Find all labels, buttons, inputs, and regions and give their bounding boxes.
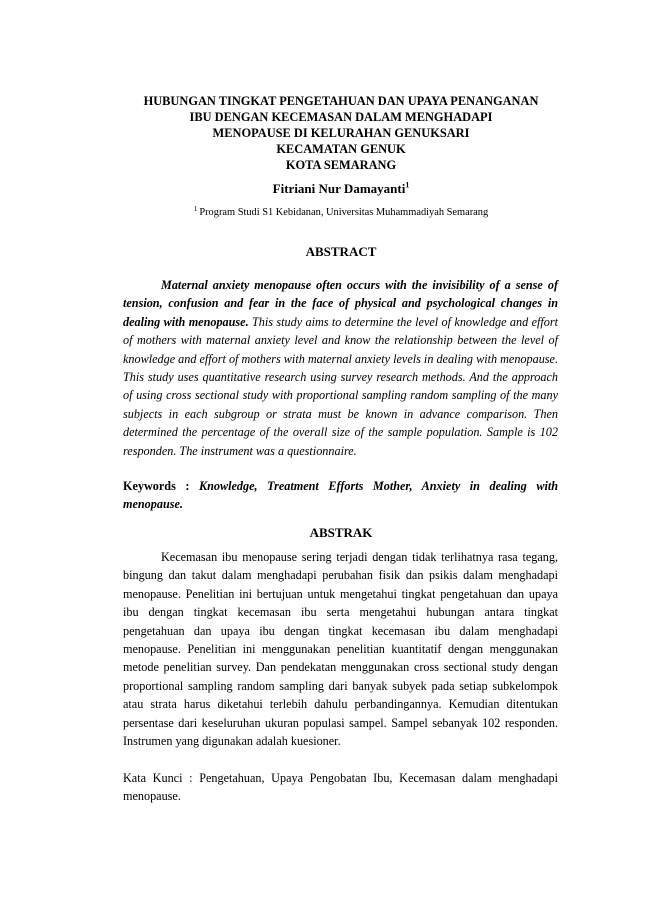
abstract-lead-sentence: Maternal anxiety menopause often occurs with the invisibility of a sense of tension, confusion and fear in the face of physical and psychological changes in dealing with menopause. xyxy=(123,278,558,329)
affiliation-line xyxy=(100,204,582,218)
affiliation-text: Program Studi S1 Kebidanan, Universitas Muhammadiyah Semarang xyxy=(199,207,489,218)
paper-title xyxy=(100,93,582,173)
title-line-1: HUBUNGAN TINGKAT PENGETAHUAN DAN UPAYA PENANGANAN xyxy=(143,94,539,108)
abstrak-heading: ABSTRAK xyxy=(309,525,373,540)
author-name: Fitriani Nur Damayanti xyxy=(272,181,406,196)
kata-kunci-label: Kata Kunci : xyxy=(123,771,193,785)
abstract-paragraph xyxy=(123,276,558,460)
abstrak-paragraph: Kecemasan ibu menopause sering terjadi dengan tidak terlihatnya rasa tegang, bingung dan takut dalam menghadapi perubahan fisik dan psikis dalam menghadapi menopause. Penelitian ini bertujuan untuk mengetahui tingkat pengetahuan dan upaya ibu dengan tingkat kecemasan ibu serta mengetahui hubungan antara tingkat pengetahuan dan upaya ibu dengan tingkat kecemasan ibu dalam menghadapi menopause. Penelitian ini menggunakan penelitian kuantitatif dengan menggunakan metode penelitian survey. Dan pendekatan menggunakan cross sectional study dengan proportional sampling random sampling dari banyak subyek pada setiap subkelompok atau strata harus diketahui terlebih dahulu perbandingannya. Kemudian ditentukan persentase dari keseluruhan ukuran populasi sampel. Sampel sebanyak 102 responden. Instrumen yang digunakan adalah kuesioner. xyxy=(123,550,558,749)
author-line xyxy=(100,181,582,197)
keywords-label: Keywords : xyxy=(123,479,190,493)
keywords-line xyxy=(123,477,558,514)
title-line-3: MENOPAUSE DI KELURAHAN GENUKSARI xyxy=(212,126,470,140)
abstract-heading: ABSTRACT xyxy=(305,244,377,259)
keywords-text: Knowledge, Treatment Efforts Mother, Anxiety in dealing with menopause. xyxy=(123,479,558,512)
author-superscript: 1 xyxy=(405,180,410,190)
abstract-body-text: This study aims to determine the level of knowledge and effort of mothers with maternal anxiety level and know the relationship between the level of knowledge and effort of mothers with maternal anxiety levels in dealing with menopause. This study uses quantitative research using survey research methods. And the approach of using cross sectional study with proportional sampling random sampling of the many subjects in each subgroup or strata must be known in advance comparison. Then determined the percentage of the overall size of the sample population. Sample is 102 responden. The instrument was a questionnaire. xyxy=(123,314,558,458)
title-line-2: IBU DENGAN KECEMASAN DALAM MENGHADAPI xyxy=(189,110,493,124)
affiliation-superscript: 1 xyxy=(193,204,198,213)
title-line-4: KECAMATAN GENUK xyxy=(276,142,406,156)
kata-kunci-line xyxy=(123,769,558,806)
title-line-5: KOTA SEMARANG xyxy=(285,158,397,172)
kata-kunci-text: Pengetahuan, Upaya Pengobatan Ibu, Kecemasan dalam menghadapi menopause. xyxy=(123,771,558,804)
